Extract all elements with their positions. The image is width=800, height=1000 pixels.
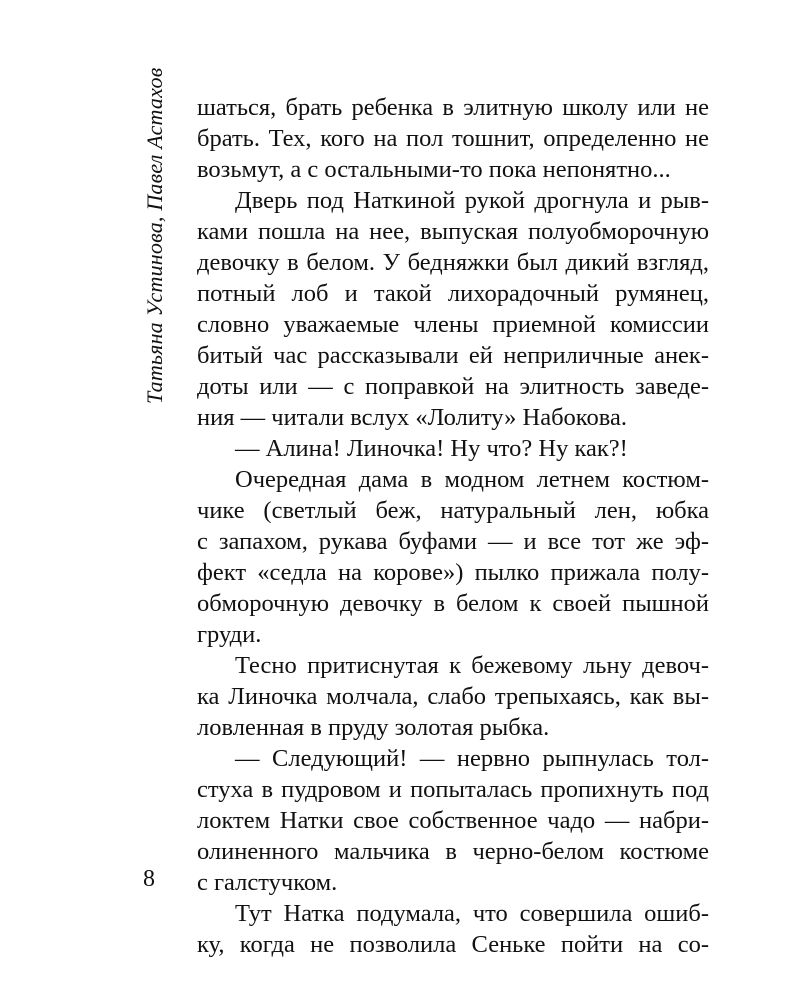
- text-line: чике (светлый беж, натуральный лен, юбка: [197, 497, 709, 524]
- text-line: Тут Натка подумала, что совершила ошиб-: [235, 900, 709, 927]
- text-line: словно уважаемые члены приемной комиссии: [197, 311, 709, 338]
- text-line: шаться, брать ребенка в элитную школу или не: [197, 94, 709, 121]
- text-line: Дверь под Наткиной рукой дрогнула и рыв-: [235, 187, 709, 214]
- text-line: обморочную девочку в белом к своей пышной: [197, 590, 709, 617]
- text-line: ловленная в пруду золотая рыбка.: [197, 714, 550, 741]
- text-line: доты или — с поправкой на элитность заведе-: [197, 373, 709, 400]
- body-text: [197, 92, 709, 960]
- text-line: локтем Натки свое собственное чадо — набри-: [197, 807, 709, 834]
- text-line: ку, когда не позволила Сеньке пойти на со-: [197, 931, 709, 958]
- text-line: брать. Тех, кого на пол тошнит, определенно не: [197, 125, 709, 152]
- text-line: ка Линочка молчала, слабо трепыхаясь, как вы-: [197, 683, 709, 710]
- page-number: 8: [143, 866, 155, 892]
- text-line: — Следующий! — нервно рыпнулась тол-: [235, 745, 709, 772]
- text-line: девочку в белом. У бедняжки был дикий взгляд,: [197, 249, 709, 276]
- text-line: олиненного мальчика в черно-белом костюме: [197, 838, 709, 865]
- text-line: Очередная дама в модном летнем костюм-: [235, 466, 709, 493]
- text-line: возьмут, а с остальными-то пока непонятно...: [197, 156, 671, 183]
- text-line: с галстучком.: [197, 869, 338, 896]
- text-line: груди.: [197, 621, 262, 648]
- text-line: битый час рассказывали ей неприличные анек-: [197, 342, 709, 369]
- running-head: Татьяна Устинова, Павел Астахов: [142, 67, 167, 404]
- text-line: с запахом, рукава буфами — и все тот же эф-: [197, 528, 709, 555]
- text-line: стуха в пудровом и попыталась пропихнуть под: [197, 776, 709, 803]
- text-line: ния — читали вслух «Лолиту» Набокова.: [197, 404, 627, 431]
- text-line: фект «седла на корове») пылко прижала полу-: [197, 559, 709, 586]
- text-line: потный лоб и такой лихорадочный румянец,: [197, 280, 709, 307]
- text-line: ками пошла на нее, выпуская полуобморочную: [197, 218, 709, 245]
- text-line: — Алина! Линочка! Ну что? Ну как?!: [235, 435, 628, 462]
- text-line: Тесно притиснутая к бежевому льну девоч-: [235, 652, 709, 679]
